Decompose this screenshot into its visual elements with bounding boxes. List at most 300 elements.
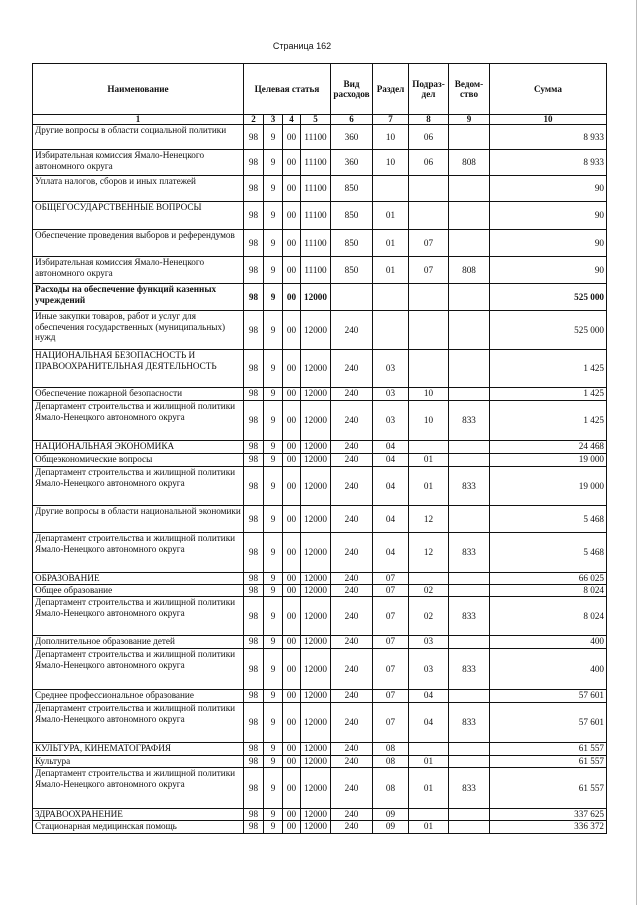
cell-code-3: 00 — [283, 703, 301, 743]
cell-code-3: 00 — [283, 125, 301, 150]
cell-expense-kind: 240 — [331, 533, 373, 573]
cell-subsection: 10 — [409, 388, 449, 401]
table-row — [33, 150, 607, 176]
table-row — [33, 649, 607, 690]
cell-code-2: 9 — [264, 756, 283, 768]
cell-department: 833 — [449, 703, 490, 743]
cell-expense-kind: 240 — [331, 506, 373, 533]
cell-sum: 57 601 — [490, 703, 607, 743]
cell-expense-kind: 240 — [331, 649, 373, 690]
cell-name: Иные закупки товаров, работ и услуг для обеспечения государственных (муниципальных) нужд — [33, 311, 244, 350]
cell-name: НАЦИОНАЛЬНАЯ ЭКОНОМИКА — [33, 441, 244, 454]
cell-code-2: 9 — [264, 743, 283, 756]
cell-sum: 337 625 — [490, 809, 607, 821]
cell-code-3: 00 — [283, 350, 301, 388]
cell-sum: 525 000 — [490, 284, 607, 311]
cell-sum: 8 933 — [490, 125, 607, 150]
cell-code-2: 9 — [264, 257, 283, 284]
cell-code-1: 98 — [244, 257, 264, 284]
cell-expense-kind: 240 — [331, 636, 373, 649]
cell-code-2: 9 — [264, 585, 283, 597]
page-number: Страница 162 — [272, 41, 332, 51]
cell-name: Департамент строительства и жилищной политики Ямало-Ненецкого автономного округа — [33, 768, 244, 809]
cell-code-2: 9 — [264, 690, 283, 703]
cell-code-3: 00 — [283, 649, 301, 690]
cell-sum: 90 — [490, 230, 607, 257]
cell-section: 08 — [373, 756, 409, 768]
cell-department — [449, 809, 490, 821]
cell-code-2: 9 — [264, 573, 283, 585]
cell-subsection — [409, 176, 449, 202]
table-row — [33, 573, 607, 585]
cell-department — [449, 636, 490, 649]
cell-expense-kind: 240 — [331, 690, 373, 703]
cell-expense-kind: 240 — [331, 821, 373, 834]
cell-department — [449, 202, 490, 230]
cell-code-3: 00 — [283, 388, 301, 401]
cell-subsection: 01 — [409, 467, 449, 506]
cell-section — [373, 284, 409, 311]
table-row — [33, 176, 607, 202]
cell-sum: 525 000 — [490, 311, 607, 350]
cell-code-3: 00 — [283, 441, 301, 454]
cell-section: 04 — [373, 506, 409, 533]
cell-name: Избирательная комиссия Ямало-Ненецкого автономного округа — [33, 257, 244, 284]
cell-code-3: 00 — [283, 573, 301, 585]
cell-sum: 1 425 — [490, 350, 607, 388]
cell-section: 07 — [373, 585, 409, 597]
cell-name: Другие вопросы в области национальной экономики — [33, 506, 244, 533]
cell-code-3: 00 — [283, 176, 301, 202]
cell-code-3: 00 — [283, 690, 301, 703]
cell-code-4: 12000 — [301, 284, 331, 311]
cell-code-1: 98 — [244, 743, 264, 756]
column-number: 9 — [449, 115, 490, 125]
cell-name: Департамент строительства и жилищной политики Ямало-Ненецкого автономного округа — [33, 401, 244, 441]
cell-name: ОБРАЗОВАНИЕ — [33, 573, 244, 585]
cell-code-2: 9 — [264, 311, 283, 350]
cell-code-4: 12000 — [301, 533, 331, 573]
table-row — [33, 768, 607, 809]
cell-department — [449, 230, 490, 257]
cell-name: Общее образование — [33, 585, 244, 597]
cell-code-4: 12000 — [301, 690, 331, 703]
cell-expense-kind: 240 — [331, 467, 373, 506]
cell-code-4: 12000 — [301, 809, 331, 821]
cell-sum: 61 557 — [490, 743, 607, 756]
table-row — [33, 311, 607, 350]
table-row — [33, 441, 607, 454]
cell-code-2: 9 — [264, 467, 283, 506]
cell-department — [449, 284, 490, 311]
cell-sum: 336 372 — [490, 821, 607, 834]
cell-code-1: 98 — [244, 230, 264, 257]
cell-code-3: 00 — [283, 768, 301, 809]
table-row — [33, 743, 607, 756]
cell-subsection: 04 — [409, 690, 449, 703]
cell-code-1: 98 — [244, 311, 264, 350]
cell-code-4: 11100 — [301, 125, 331, 150]
cell-sum: 8 933 — [490, 150, 607, 176]
column-number: 7 — [373, 115, 409, 125]
cell-sum: 90 — [490, 257, 607, 284]
cell-expense-kind: 240 — [331, 441, 373, 454]
cell-code-3: 00 — [283, 401, 301, 441]
table-row — [33, 533, 607, 573]
cell-subsection — [409, 202, 449, 230]
cell-code-1: 98 — [244, 454, 264, 467]
cell-code-3: 00 — [283, 636, 301, 649]
column-number-row — [33, 115, 607, 125]
header-target: Целевая статья — [244, 64, 331, 115]
cell-expense-kind: 240 — [331, 401, 373, 441]
cell-code-4: 12000 — [301, 585, 331, 597]
cell-name: Культура — [33, 756, 244, 768]
cell-sum: 8 024 — [490, 597, 607, 636]
cell-expense-kind: 240 — [331, 809, 373, 821]
cell-sum: 5 468 — [490, 506, 607, 533]
cell-code-1: 98 — [244, 388, 264, 401]
cell-code-2: 9 — [264, 388, 283, 401]
header-row — [33, 64, 607, 115]
cell-code-1: 98 — [244, 441, 264, 454]
page-edge — [636, 0, 637, 905]
cell-code-3: 00 — [283, 257, 301, 284]
cell-code-2: 9 — [264, 202, 283, 230]
cell-department — [449, 441, 490, 454]
cell-section: 07 — [373, 573, 409, 585]
cell-expense-kind: 240 — [331, 388, 373, 401]
cell-department — [449, 506, 490, 533]
cell-code-4: 11100 — [301, 230, 331, 257]
cell-code-1: 98 — [244, 821, 264, 834]
header-kind: Вид расходов — [331, 64, 373, 115]
cell-expense-kind: 240 — [331, 350, 373, 388]
cell-expense-kind: 360 — [331, 125, 373, 150]
cell-subsection: 01 — [409, 821, 449, 834]
table-row — [33, 756, 607, 768]
cell-section: 08 — [373, 768, 409, 809]
cell-subsection: 01 — [409, 454, 449, 467]
cell-section — [373, 311, 409, 350]
cell-code-4: 12000 — [301, 756, 331, 768]
header-subsection: Подраз-дел — [409, 64, 449, 115]
table-row — [33, 690, 607, 703]
cell-code-2: 9 — [264, 230, 283, 257]
cell-section: 07 — [373, 703, 409, 743]
cell-subsection — [409, 573, 449, 585]
cell-code-4: 12000 — [301, 821, 331, 834]
cell-expense-kind: 850 — [331, 176, 373, 202]
cell-code-1: 98 — [244, 401, 264, 441]
cell-subsection: 02 — [409, 585, 449, 597]
cell-name: Департамент строительства и жилищной политики Ямало-Ненецкого автономного округа — [33, 649, 244, 690]
cell-name: Департамент строительства и жилищной политики Ямало-Ненецкого автономного округа — [33, 533, 244, 573]
cell-name: Избирательная комиссия Ямало-Ненецкого автономного округа — [33, 150, 244, 176]
cell-code-4: 12000 — [301, 506, 331, 533]
cell-code-2: 9 — [264, 441, 283, 454]
cell-code-4: 12000 — [301, 441, 331, 454]
column-number: 4 — [283, 115, 301, 125]
cell-code-1: 98 — [244, 467, 264, 506]
cell-code-4: 12000 — [301, 350, 331, 388]
cell-department — [449, 743, 490, 756]
cell-code-1: 98 — [244, 573, 264, 585]
cell-code-2: 9 — [264, 768, 283, 809]
cell-code-1: 98 — [244, 703, 264, 743]
cell-subsection — [409, 284, 449, 311]
cell-department — [449, 350, 490, 388]
table-row — [33, 125, 607, 150]
cell-sum: 5 468 — [490, 533, 607, 573]
cell-code-3: 00 — [283, 821, 301, 834]
cell-section: 09 — [373, 821, 409, 834]
cell-code-1: 98 — [244, 350, 264, 388]
cell-code-1: 98 — [244, 585, 264, 597]
cell-section: 04 — [373, 454, 409, 467]
cell-subsection: 06 — [409, 125, 449, 150]
cell-code-4: 11100 — [301, 257, 331, 284]
cell-code-2: 9 — [264, 454, 283, 467]
table-row — [33, 585, 607, 597]
cell-section: 09 — [373, 809, 409, 821]
cell-name: НАЦИОНАЛЬНАЯ БЕЗОПАСНОСТЬ И ПРАВООХРАНИТЕЛЬНАЯ ДЕЯТЕЛЬНОСТЬ — [33, 350, 244, 388]
cell-code-2: 9 — [264, 125, 283, 150]
cell-sum: 90 — [490, 202, 607, 230]
cell-code-2: 9 — [264, 284, 283, 311]
cell-code-3: 00 — [283, 150, 301, 176]
table-row — [33, 809, 607, 821]
cell-code-4: 12000 — [301, 636, 331, 649]
cell-expense-kind: 850 — [331, 230, 373, 257]
header-sum: Сумма — [490, 64, 607, 115]
cell-subsection — [409, 311, 449, 350]
cell-department — [449, 125, 490, 150]
cell-subsection: 04 — [409, 703, 449, 743]
cell-code-1: 98 — [244, 756, 264, 768]
cell-code-1: 98 — [244, 125, 264, 150]
table-row — [33, 821, 607, 834]
table-row — [33, 636, 607, 649]
cell-code-1: 98 — [244, 506, 264, 533]
cell-code-4: 12000 — [301, 467, 331, 506]
cell-code-4: 11100 — [301, 150, 331, 176]
column-number: 6 — [331, 115, 373, 125]
cell-name: Стационарная медицинская помощь — [33, 821, 244, 834]
cell-sum: 19 000 — [490, 467, 607, 506]
cell-section: 03 — [373, 350, 409, 388]
cell-sum: 8 024 — [490, 585, 607, 597]
cell-department — [449, 821, 490, 834]
cell-section: 07 — [373, 649, 409, 690]
cell-section: 08 — [373, 743, 409, 756]
cell-sum: 400 — [490, 636, 607, 649]
cell-code-3: 00 — [283, 597, 301, 636]
table-row — [33, 257, 607, 284]
cell-code-4: 12000 — [301, 768, 331, 809]
cell-department — [449, 756, 490, 768]
cell-code-3: 00 — [283, 467, 301, 506]
cell-subsection: 12 — [409, 533, 449, 573]
cell-sum: 90 — [490, 176, 607, 202]
cell-name: Обеспечение проведения выборов и референдумов — [33, 230, 244, 257]
cell-code-3: 00 — [283, 756, 301, 768]
header-section: Раздел — [373, 64, 409, 115]
cell-expense-kind: 850 — [331, 202, 373, 230]
cell-code-4: 12000 — [301, 649, 331, 690]
cell-section: 01 — [373, 230, 409, 257]
header-dept: Ведом-ство — [449, 64, 490, 115]
column-number: 5 — [301, 115, 331, 125]
cell-name: Департамент строительства и жилищной политики Ямало-Ненецкого автономного округа — [33, 467, 244, 506]
cell-code-3: 00 — [283, 202, 301, 230]
cell-code-4: 12000 — [301, 743, 331, 756]
cell-code-2: 9 — [264, 176, 283, 202]
table-body — [33, 125, 607, 834]
budget-table — [32, 63, 607, 834]
cell-sum: 57 601 — [490, 690, 607, 703]
cell-name: Расходы на обеспечение функций казенных учреждений — [33, 284, 244, 311]
cell-code-3: 00 — [283, 585, 301, 597]
cell-code-2: 9 — [264, 636, 283, 649]
cell-section: 04 — [373, 467, 409, 506]
table-row — [33, 230, 607, 257]
cell-name: Департамент строительства и жилищной политики Ямало-Ненецкого автономного округа — [33, 703, 244, 743]
cell-code-3: 00 — [283, 311, 301, 350]
cell-code-4: 12000 — [301, 573, 331, 585]
cell-code-2: 9 — [264, 821, 283, 834]
cell-department: 833 — [449, 467, 490, 506]
cell-expense-kind: 240 — [331, 311, 373, 350]
cell-department: 833 — [449, 768, 490, 809]
cell-department — [449, 573, 490, 585]
cell-code-1: 98 — [244, 150, 264, 176]
cell-code-1: 98 — [244, 176, 264, 202]
cell-code-2: 9 — [264, 506, 283, 533]
cell-name: ЗДРАВООХРАНЕНИЕ — [33, 809, 244, 821]
cell-expense-kind: 850 — [331, 257, 373, 284]
cell-subsection: 03 — [409, 636, 449, 649]
cell-sum: 24 468 — [490, 441, 607, 454]
cell-expense-kind: 360 — [331, 150, 373, 176]
cell-code-2: 9 — [264, 649, 283, 690]
cell-code-4: 12000 — [301, 703, 331, 743]
cell-expense-kind: 240 — [331, 756, 373, 768]
cell-department: 808 — [449, 150, 490, 176]
cell-code-4: 12000 — [301, 388, 331, 401]
cell-department: 833 — [449, 597, 490, 636]
cell-section: 04 — [373, 441, 409, 454]
cell-department — [449, 585, 490, 597]
cell-code-1: 98 — [244, 533, 264, 573]
cell-code-3: 00 — [283, 533, 301, 573]
table-row — [33, 597, 607, 636]
column-number: 2 — [244, 115, 264, 125]
cell-code-1: 98 — [244, 768, 264, 809]
cell-code-4: 11100 — [301, 176, 331, 202]
cell-code-1: 98 — [244, 202, 264, 230]
cell-code-2: 9 — [264, 150, 283, 176]
cell-code-1: 98 — [244, 597, 264, 636]
cell-code-3: 00 — [283, 284, 301, 311]
cell-code-2: 9 — [264, 533, 283, 573]
cell-code-2: 9 — [264, 350, 283, 388]
cell-name: Другие вопросы в области социальной политики — [33, 125, 244, 150]
cell-department — [449, 454, 490, 467]
cell-department: 808 — [449, 257, 490, 284]
cell-name: Общеэкономические вопросы — [33, 454, 244, 467]
cell-code-2: 9 — [264, 597, 283, 636]
cell-expense-kind — [331, 284, 373, 311]
cell-code-2: 9 — [264, 401, 283, 441]
cell-department — [449, 690, 490, 703]
cell-subsection: 03 — [409, 649, 449, 690]
cell-code-4: 12000 — [301, 311, 331, 350]
cell-name: Обеспечение пожарной безопасности — [33, 388, 244, 401]
cell-expense-kind: 240 — [331, 454, 373, 467]
cell-subsection: 01 — [409, 756, 449, 768]
cell-section: 03 — [373, 388, 409, 401]
table-row — [33, 506, 607, 533]
cell-sum: 1 425 — [490, 388, 607, 401]
cell-subsection — [409, 441, 449, 454]
cell-code-3: 00 — [283, 454, 301, 467]
cell-subsection — [409, 350, 449, 388]
cell-code-1: 98 — [244, 284, 264, 311]
column-number: 8 — [409, 115, 449, 125]
cell-code-1: 98 — [244, 649, 264, 690]
table-row — [33, 454, 607, 467]
cell-expense-kind: 240 — [331, 585, 373, 597]
cell-code-1: 98 — [244, 636, 264, 649]
cell-section: 07 — [373, 597, 409, 636]
table-row — [33, 388, 607, 401]
cell-sum: 19 000 — [490, 454, 607, 467]
table-row — [33, 284, 607, 311]
cell-subsection: 07 — [409, 257, 449, 284]
table-row — [33, 703, 607, 743]
column-number: 10 — [490, 115, 607, 125]
cell-subsection — [409, 743, 449, 756]
cell-expense-kind: 240 — [331, 743, 373, 756]
table-row — [33, 401, 607, 441]
cell-department: 833 — [449, 649, 490, 690]
cell-code-3: 00 — [283, 506, 301, 533]
table-row — [33, 350, 607, 388]
cell-sum: 66 025 — [490, 573, 607, 585]
cell-section: 07 — [373, 690, 409, 703]
column-number: 1 — [33, 115, 244, 125]
cell-name: Среднее профессиональное образование — [33, 690, 244, 703]
cell-code-2: 9 — [264, 809, 283, 821]
cell-name: Уплата налогов, сборов и иных платежей — [33, 176, 244, 202]
cell-code-2: 9 — [264, 703, 283, 743]
cell-subsection: 10 — [409, 401, 449, 441]
cell-expense-kind: 240 — [331, 703, 373, 743]
cell-sum: 400 — [490, 649, 607, 690]
cell-department — [449, 388, 490, 401]
cell-subsection — [409, 809, 449, 821]
cell-code-3: 00 — [283, 809, 301, 821]
cell-subsection: 07 — [409, 230, 449, 257]
cell-name: Департамент строительства и жилищной политики Ямало-Ненецкого автономного округа — [33, 597, 244, 636]
cell-expense-kind: 240 — [331, 597, 373, 636]
cell-sum: 61 557 — [490, 768, 607, 809]
cell-section: 10 — [373, 150, 409, 176]
cell-code-3: 00 — [283, 230, 301, 257]
cell-section: 07 — [373, 636, 409, 649]
cell-code-1: 98 — [244, 809, 264, 821]
